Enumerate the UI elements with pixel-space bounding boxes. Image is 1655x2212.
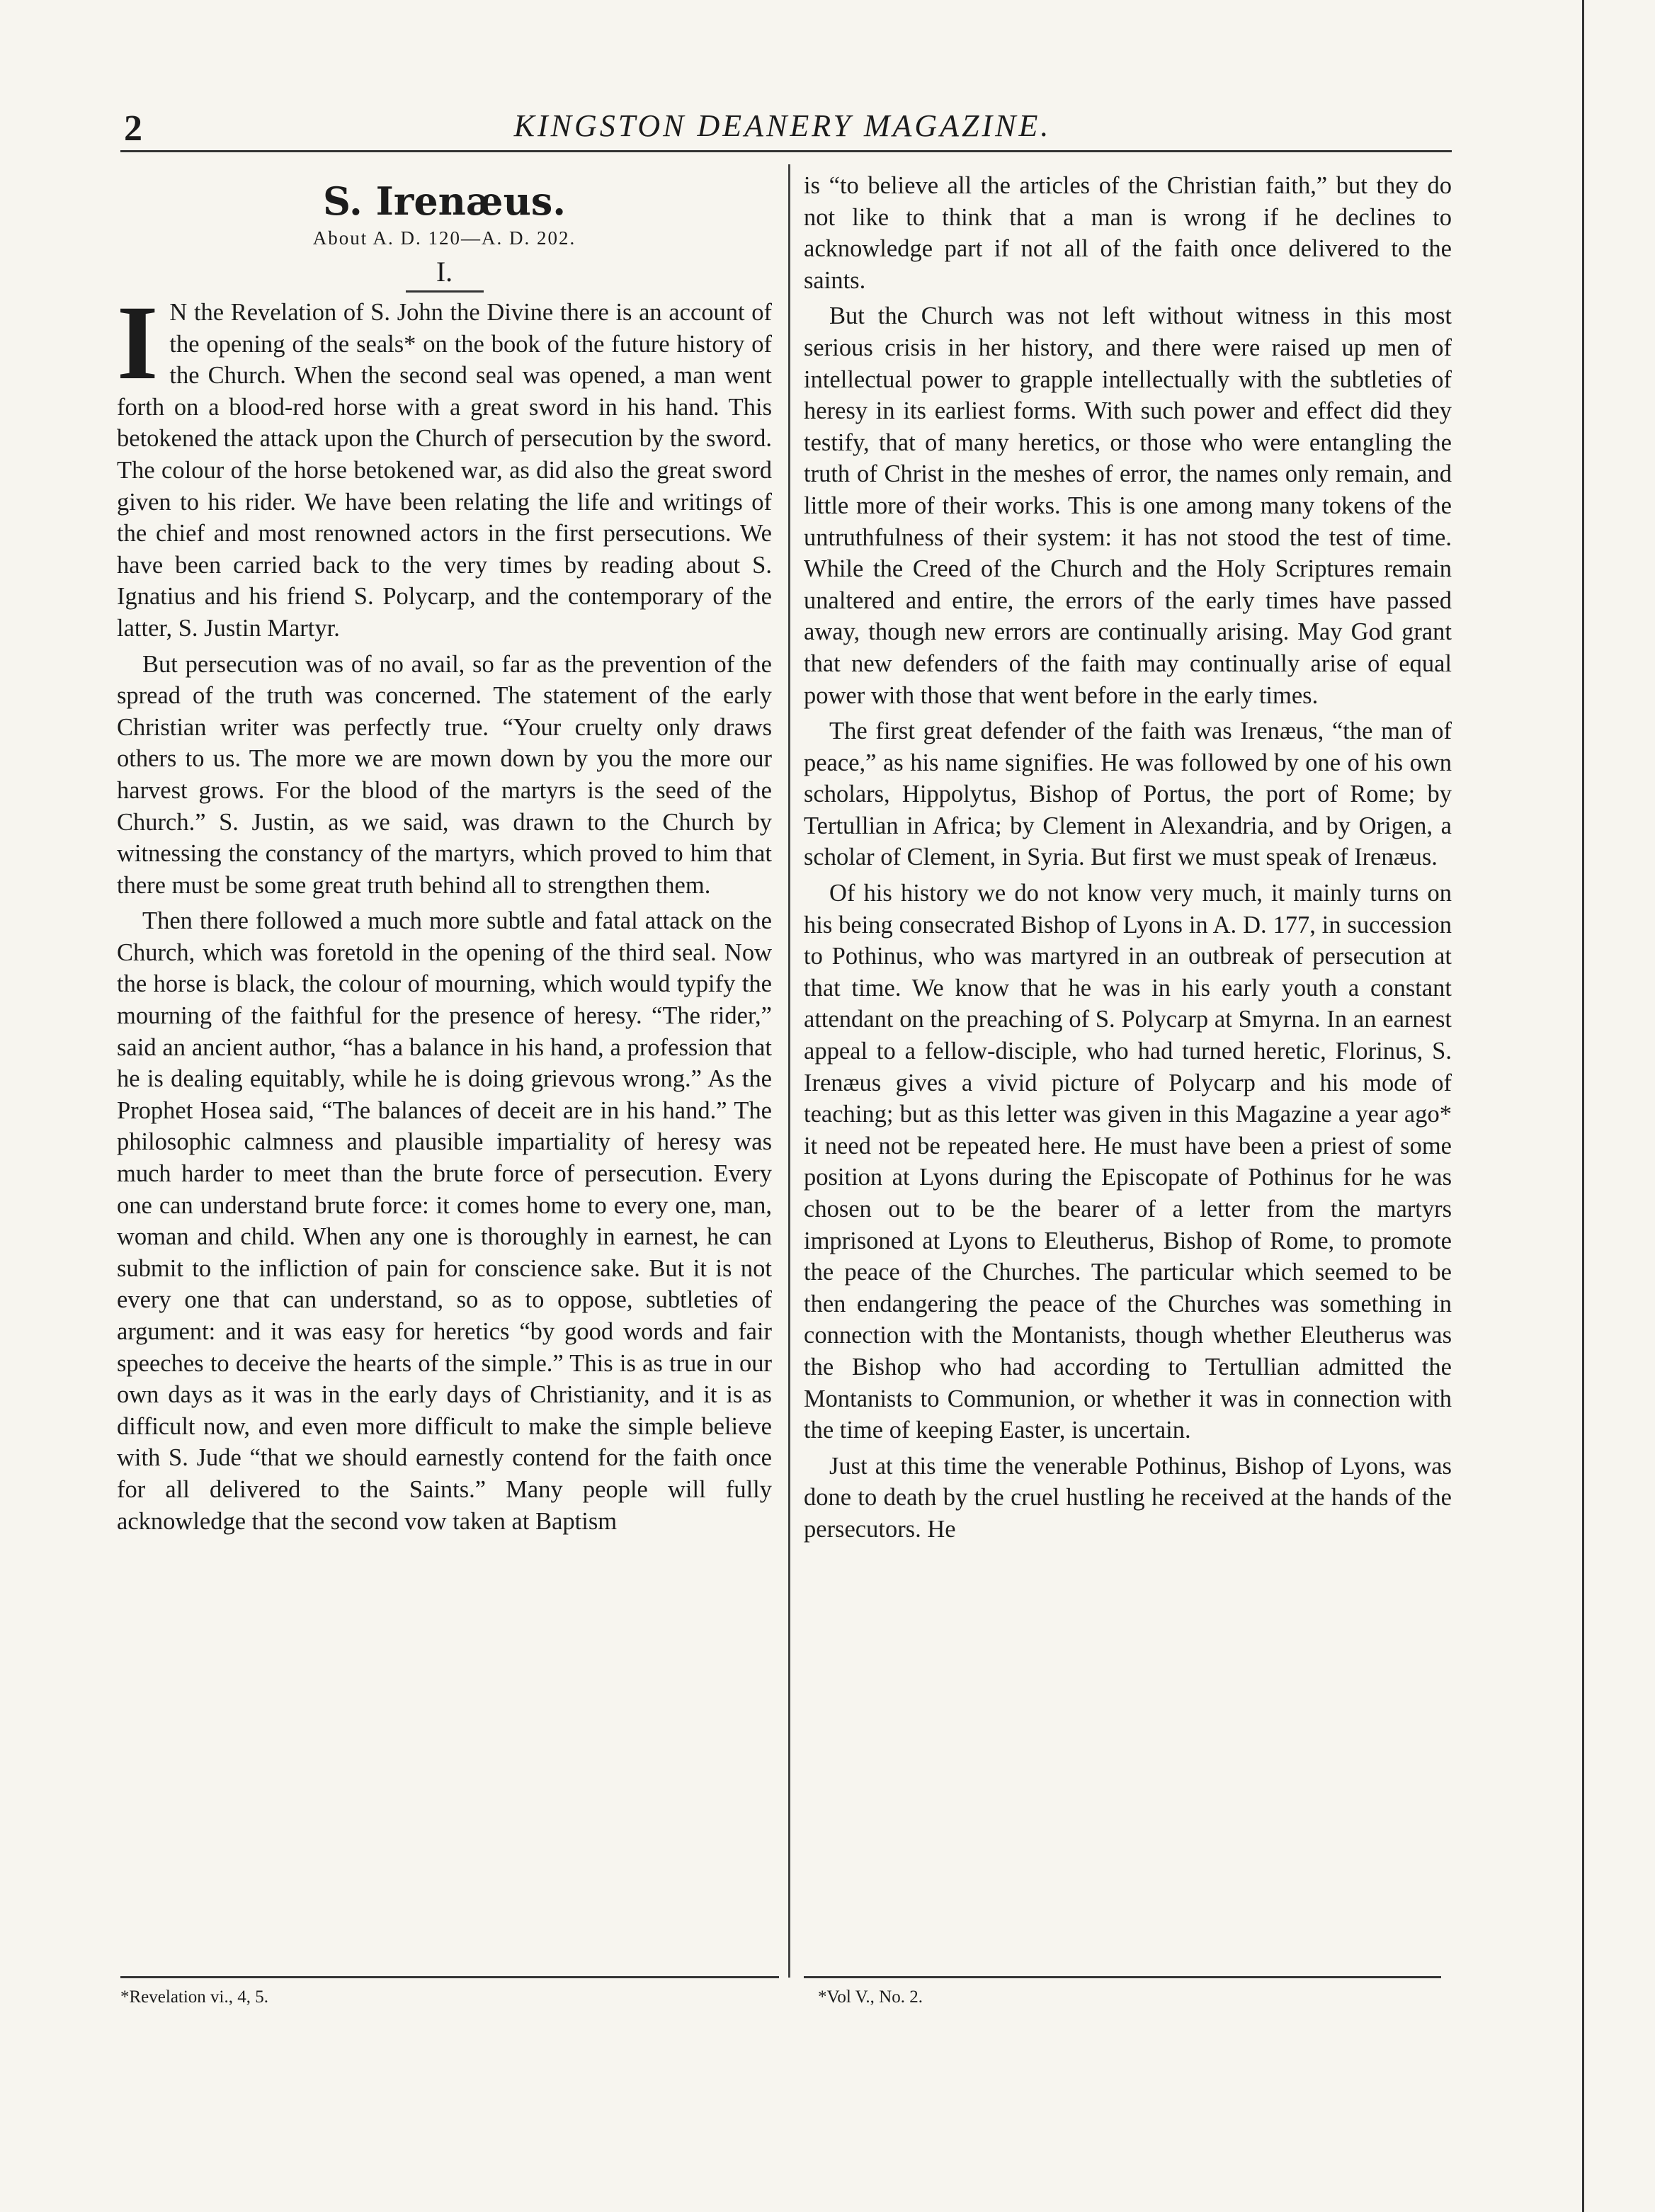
right-column xyxy=(804,170,1452,1550)
paragraph: Of his history we do not know very much, it mainly turns on his being consecrated Bishop of Lyons in A. D. 177, in succession to Pothinus, who was martyred in an outbreak of persecution at that time. We know that he was in his early youth a constant attendant on the preaching of S. Polycarp at Smyrna. In an earnest appeal to a fellow-disciple, who had turned heretic, Florinus, S. Irenæus gives a vivid picture of Polycarp and his mode of teaching; but as this letter was given in this Magazine a year ago* it need not be repeated here. He must have been a priest of some position at Lyons during the Episcopate of Pothinus for he was chosen out to be the bearer of a letter from the martyrs imprisoned at Lyons to Eleutherus, Bishop of Rome, to promote the peace of the Churches. The particular which seemed to be then endangering the peace of the Churches was something in connection with the Montanists, though whether Eleutherus was the Bishop who had according to Tertullian admitted the Montanists to Communion, or whether it was in connection with the time of keeping Easter, is uncertain. xyxy=(804,880,1452,1444)
article-part-number: I. xyxy=(436,256,453,288)
paragraph: Then there followed a much more subtle and fatal attack on the Church, which was foretold in the opening of the third seal. Now the horse is black, the colour of mourning, which would typify the mourning of the faithful for the presence of heresy. “The rider,” said an ancient author, “has a balance in his hand, a profession that he is dealing equitably, while he is doing grievous wrong.” As the Prophet Hosea said, “The balances of deceit are in his hand.” The philosophic calmness and plausible impartiality of heresy was much harder to meet than the brute force of persecution. Every one can understand brute force: it comes home to every one, man, woman and child. When any one is thoroughly in earnest, he can submit to the infliction of pain for conscience sake. But it is not every one that can understand, so as to oppose, subtleties of argument: and it was easy for heretics “by good words and fair speeches to deceive the hearts of the simple.” This is as true in our own days as it was in the early days of Christianity, and it is as difficult now, and even more difficult to make the simple believe with S. Jude “that we should earnestly contend for the faith once for all delivered to the Saints.” Many people will fully acknowledge that the second vow taken at Baptism xyxy=(117,907,772,1535)
column-divider xyxy=(788,164,790,1978)
drop-cap: I xyxy=(117,284,159,402)
paragraph: Just at this time the venerable Pothinus, Bishop of Lyons, was done to death by the cruel hustling he received at the hands of the persecutors. He xyxy=(804,1452,1452,1543)
paragraph: But persecution was of no avail, so far as the prevention of the spread of the truth was concerned. The statement of the early Christian writer was perfectly true. “Your cruelty only draws others to us. The more we are mown down by you the more our harvest grows. For the blood of the martyrs is the seed of the Church.” S. Justin, as we said, was drawn to the Church by witnessing the constancy of the martyrs, which proved to him that there must be some great truth behind all to strengthen them. xyxy=(117,650,772,899)
footnote-left: *Revelation vi., 4, 5. xyxy=(120,1987,268,2007)
left-column xyxy=(117,170,772,1541)
paragraph: is “to believe all the articles of the Christian faith,” but they do not like to think that a man is wrong if he declines to acknowledge part if not all of the faith once delivered to the saints. xyxy=(804,172,1452,294)
page-header xyxy=(117,108,1448,164)
article-title: S. Irenæus. xyxy=(322,178,567,224)
header-rule xyxy=(120,150,1452,152)
part-rule xyxy=(406,290,484,293)
page-number: 2 xyxy=(124,108,142,149)
article-dates: About A. D. 120—A. D. 202. xyxy=(312,227,576,249)
paragraph: But the Church was not left without witness in this most serious crisis in her history, and there were raised up men of intellectual power to grapple intellectually with the subtleties of heresy in its earliest forms. With such power and effect did they testify, that of many heretics, or those who were entangling the truth of Christ in the meshes of error, the names only remain, and little more of their works. This is one among many tokens of the untruthfulness of their system: it has not stood the test of time. While the Creed of the Church and the Holy Scriptures remain unaltered and entire, the errors of the early times have passed away, though new errors are continually arising. May God grant that new defenders of the faith may continually arise of equal power with those that went before in the early times. xyxy=(804,302,1452,709)
running-title: KINGSTON DEANERY MAGAZINE. xyxy=(513,108,1052,143)
paragraph: The first great defender of the faith was Irenæus, “the man of peace,” as his name signifies. He was followed by one of his own scholars, Hippolytus, Bishop of Portus, the port of Rome; by Tertullian in Africa; by Clement in Alexandria, and by Origen, a scholar of Clement, in Syria. But first we must speak of Irenæus. xyxy=(804,718,1452,871)
footnote-right: *Vol V., No. 2. xyxy=(818,1987,923,2007)
page-edge-line xyxy=(1575,0,1584,2212)
footnote-rule-left xyxy=(120,1976,779,1978)
paragraph xyxy=(117,284,772,645)
footnote-rule-right xyxy=(804,1976,1441,1978)
paragraph-text: N the Revelation of S. John the Divine there is an account of the opening of the seals* on the book of the future history of the Church. When the second seal was opened, a man went forth on a blood-red horse with a great sword in his hand. This betokened the attack upon the Church of persecution by the sword. The colour of the horse betokened war, as did also the great sword given to his rider. We have been relating the life and writings of the chief and most renowned actors in the first persecutions. We have been carried back to the very times by reading about S. Ignatius and his friend S. Polycarp, and the contemporary of the latter, S. Justin Martyr. xyxy=(117,299,772,642)
